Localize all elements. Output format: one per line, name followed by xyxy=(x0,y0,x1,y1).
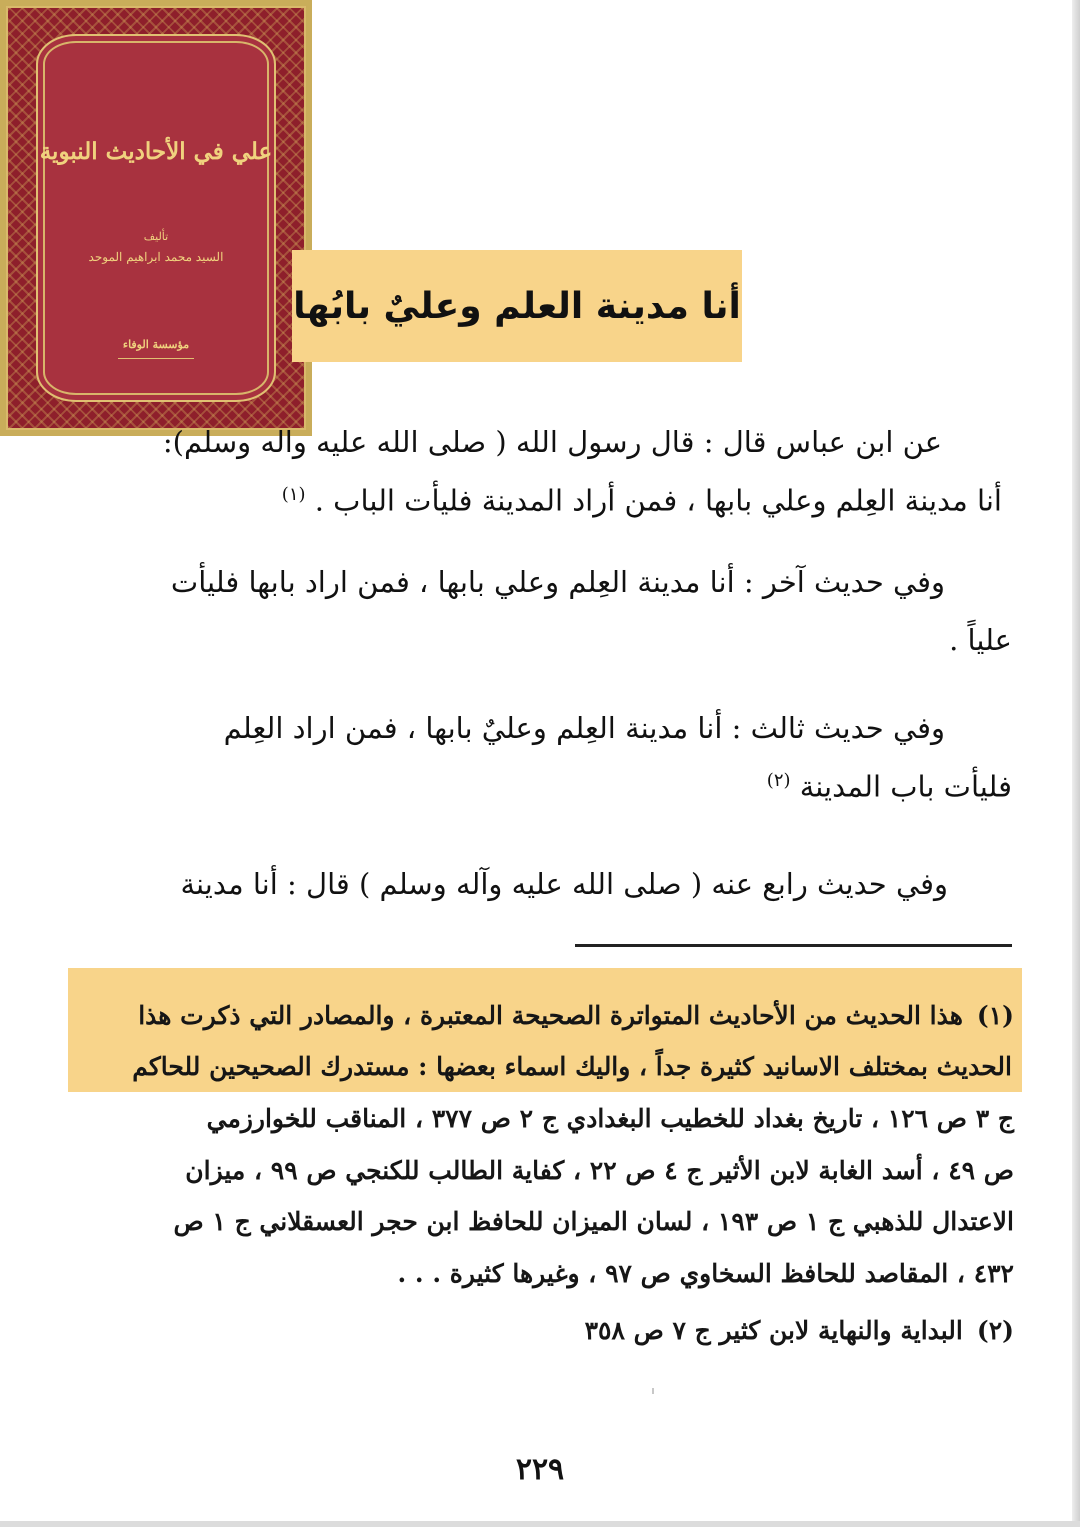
cover-title: علي في الأحاديث النبوية xyxy=(39,138,273,165)
text-line-1: عن ابن عباس قال : قال رسول الله ( صلى الله عليه واله وسلم): xyxy=(162,425,942,459)
text-line-3: وفي حديث آخر : أنا مدينة العِلم وعلي بابها ، فمن اراد بابها فليأت xyxy=(170,565,945,599)
footnote-text-1: هذا الحديث من الأحاديث المتواترة الصحيحة المعتبرة ، والمصادر التي ذكرت هذا xyxy=(138,1001,963,1030)
text-line-7: وفي حديث رابع عنه ( صلى الله عليه وآله وسلم ) قال : أنا مدينة xyxy=(180,867,948,901)
text-line-4: علياً . xyxy=(949,623,1012,657)
text-line-6-body: فليأت باب المدينة xyxy=(799,769,1012,804)
cover-author: السيد محمد ابراهيم الموحد xyxy=(88,250,224,264)
heading-banner xyxy=(292,250,742,362)
page-heading: أنا مدينة العلم وعليٌ بابُها xyxy=(293,285,741,327)
footnote-line-4: ص ٤٩ ، أسد الغابة لابن الأثير ج ٤ ص ٢٢ ، كفاية الطالب للكنجي ص ٩٩ ، ميزان xyxy=(185,1156,1014,1185)
footnote-separator xyxy=(575,944,1012,947)
footnote-number-2: (٢) xyxy=(976,1316,1014,1345)
text-line-2 xyxy=(281,483,1002,518)
text-line-6 xyxy=(766,769,1012,804)
footnote-line-1 xyxy=(138,1003,1014,1028)
text-line-2-body: أنا مدينة العِلم وعلي بابها ، فمن أراد المدينة فليأت الباب . xyxy=(314,483,1002,518)
page-bottom-edge xyxy=(0,1521,1080,1527)
page-mark xyxy=(652,1388,654,1394)
footnote-line-3: ج ٣ ص ١٢٦ ، تاريخ بغداد للخطيب البغدادي ج ٢ ص ٣٧٧ ، المناقب للخوارزمي xyxy=(206,1104,1014,1133)
page-number: ٢٢٩ xyxy=(515,1452,565,1487)
footnote-number-1: (١) xyxy=(976,1001,1014,1030)
footnote-line-6: ٤٣٢ ، المقاصد للحافظ السخاوي ص ٩٧ ، وغيرها كثيرة . . . xyxy=(397,1259,1014,1288)
footnote-text-2: البداية والنهاية لابن كثير ج ٧ ص ٣٥٨ xyxy=(584,1316,963,1345)
footnote-line-5: الاعتدال للذهبي ج ١ ص ١٩٣ ، لسان الميزان للحافظ ابن حجر العسقلاني ج ١ ص xyxy=(173,1207,1014,1236)
cover-author-label: تأليف xyxy=(143,230,169,243)
book-cover-image xyxy=(0,0,312,436)
footnote-line-2: الحديث بمختلف الاسانيد كثيرة جداً ، واليك اسماء بعضها : مستدرك الصحيحين للحاكم xyxy=(132,1052,1012,1081)
footnote-line-7 xyxy=(585,1318,1014,1343)
cover-divider xyxy=(118,358,194,359)
cover-frame xyxy=(6,6,306,430)
page-edge-shadow xyxy=(1072,0,1080,1527)
cover-publisher: مؤسسة الوفاء xyxy=(122,338,190,351)
text-line-5: وفي حديث ثالث : أنا مدينة العِلم وعليٌ بابها ، فمن اراد العِلم xyxy=(223,711,945,745)
footnote-ref-1: (١) xyxy=(281,484,306,505)
footnote-ref-2: (٢) xyxy=(766,770,791,791)
